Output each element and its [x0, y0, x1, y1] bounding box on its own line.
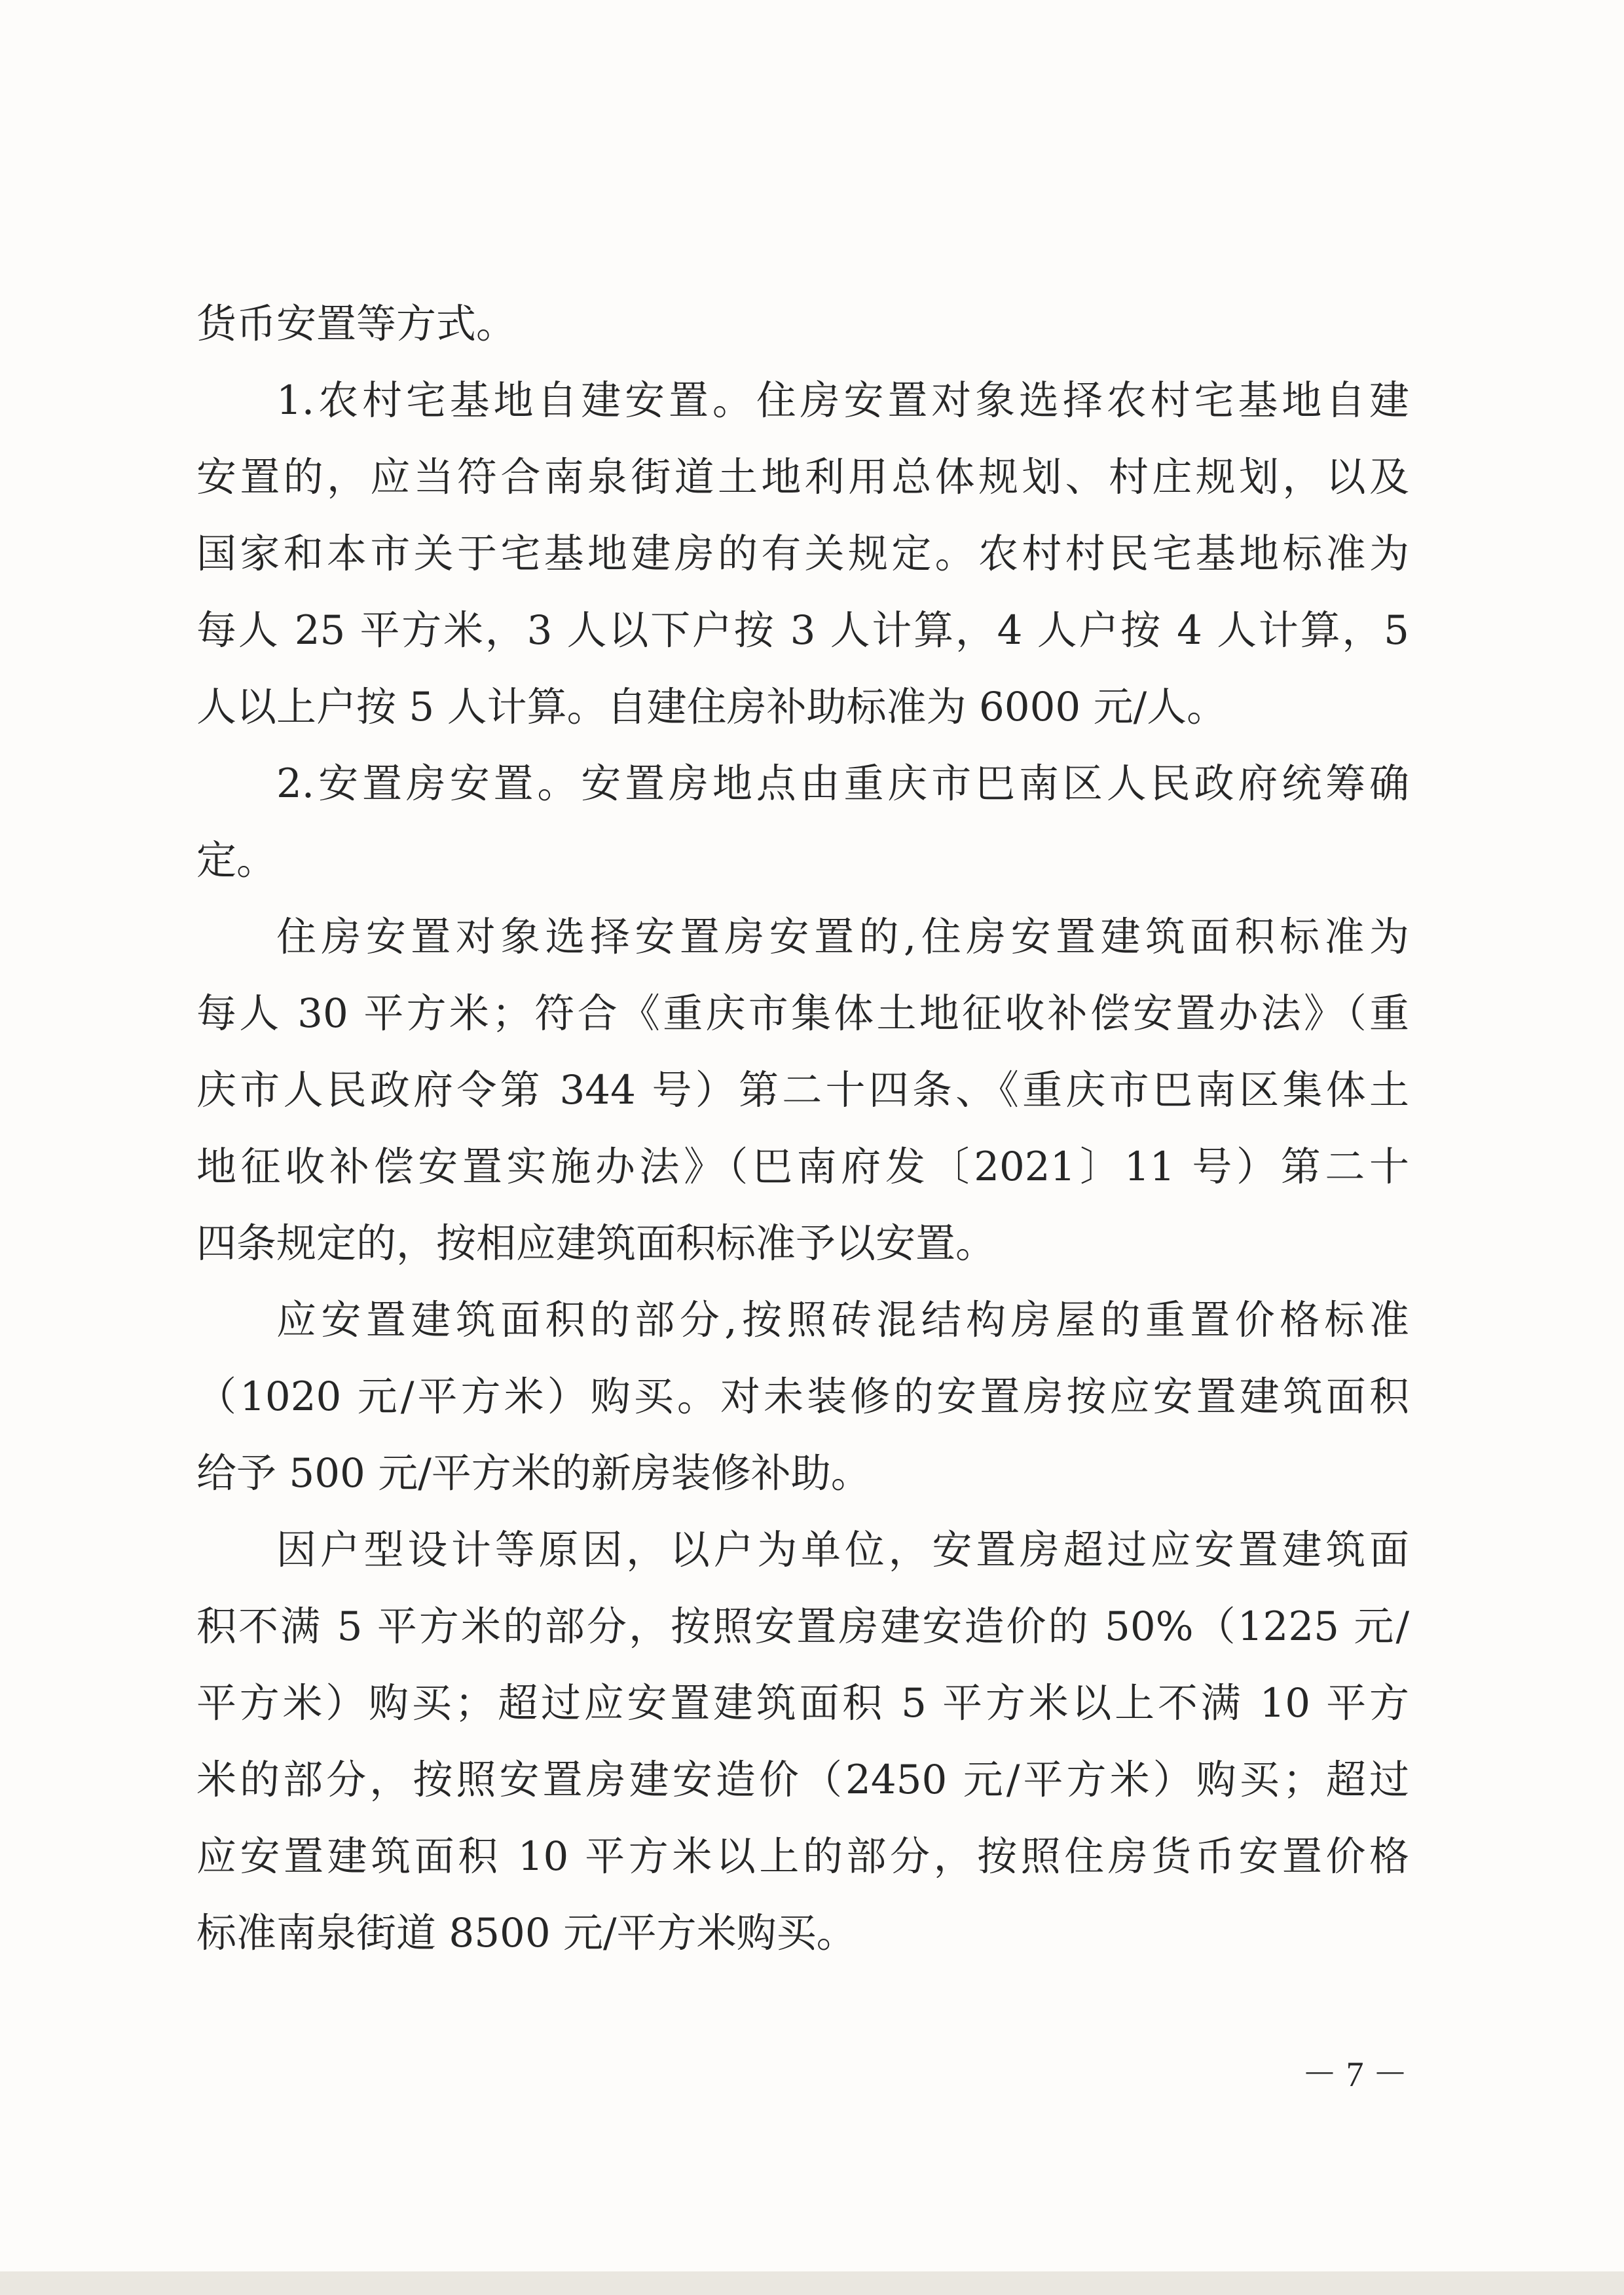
text-line: 应安置建筑面积的部分,按照砖混结构房屋的重置价格标准 [276, 1297, 1409, 1343]
text-line: 平方米）购买；超过应安置建筑面积 5 平方米以上不满 10 平方 [196, 1680, 1409, 1726]
text-line: 人以上户按 5 人计算。自建住房补助标准为 6000 元/人。 [196, 684, 1227, 730]
text-line: 1.农村宅基地自建安置。住房安置对象选择农村宅基地自建 [276, 377, 1409, 424]
text-line: 安置的，应当符合南泉街道土地利用总体规划、村庄规划，以及 [196, 454, 1409, 500]
text-line: （1020 元/平方米）购买。对未装修的安置房按应安置建筑面积 [196, 1373, 1409, 1420]
text-line: 四条规定的，按相应建筑面积标准予以安置。 [196, 1220, 996, 1267]
text-line: 应安置建筑面积 10 平方米以上的部分，按照住房货币安置价格 [196, 1833, 1409, 1880]
page-number: － 7 － [1302, 2055, 1408, 2094]
text-line: 因户型设计等原因，以户为单位，安置房超过应安置建筑面 [276, 1527, 1409, 1573]
text-line: 每人 25 平方米，3 人以下户按 3 人计算，4 人户按 4 人计算，5 [196, 607, 1409, 654]
text-line: 国家和本市关于宅基地建房的有关规定。农村村民宅基地标准为 [196, 531, 1409, 577]
text-line: 地征收补偿安置实施办法》（巴南府发〔2021〕11 号）第二十 [196, 1144, 1409, 1190]
text-line: 标准南泉街道 8500 元/平方米购买。 [196, 1910, 857, 1956]
scan-bottom-edge [0, 2271, 1624, 2295]
text-line: 定。 [196, 837, 277, 884]
text-line: 庆市人民政府令第 344 号）第二十四条、《重庆市巴南区集体土 [196, 1067, 1409, 1113]
text-line: 米的部分，按照安置房建安造价（2450 元/平方米）购买；超过 [196, 1757, 1409, 1803]
text-line: 给予 500 元/平方米的新房装修补助。 [196, 1450, 871, 1497]
text-line: 住房安置对象选择安置房安置的,住房安置建筑面积标准为 [276, 914, 1409, 960]
text-line: 2.安置房安置。安置房地点由重庆市巴南区人民政府统筹确 [276, 760, 1409, 807]
text-line: 积不满 5 平方米的部分，按照安置房建安造价的 50%（1225 元/ [196, 1603, 1409, 1650]
text-line: 每人 30 平方米；符合《重庆市集体土地征收补偿安置办法》（重 [196, 990, 1409, 1037]
text-line: 货币安置等方式。 [196, 301, 517, 347]
document-body [196, 286, 1409, 1971]
